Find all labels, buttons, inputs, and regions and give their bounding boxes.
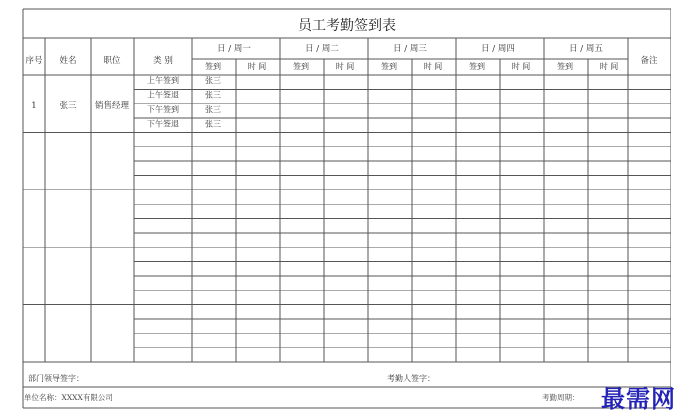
header-time-4: 时 间 — [511, 62, 531, 71]
header-sign-4: 签到 — [469, 62, 485, 71]
header-time-5: 时 间 — [599, 62, 619, 71]
record-name: 张三 — [59, 101, 77, 111]
attendance-sheet — [22, 8, 671, 413]
header-time-1: 时 间 — [247, 62, 267, 71]
record-category-1: 上午签到 — [147, 76, 179, 85]
leader-sign-label: 部门领导签字： — [28, 374, 84, 383]
record-category-3: 下午签到 — [147, 105, 179, 114]
record-position: 销售经理 — [94, 101, 130, 111]
header-day-2: 日 / 周二 — [305, 44, 339, 54]
sheet-title: 员工考勤签到表 — [298, 18, 396, 34]
record-signer-4: 张三 — [205, 119, 221, 129]
header-time-3: 时 间 — [423, 62, 443, 71]
record-category-4: 下午签退 — [147, 119, 179, 129]
record-signer-2: 张三 — [205, 90, 221, 100]
header-time-2: 时 间 — [335, 62, 355, 71]
header-position: 职位 — [103, 56, 121, 66]
period-label: 考勤周期： — [542, 393, 580, 402]
header-day-4: 日 / 周四 — [481, 44, 515, 54]
header-name: 姓名 — [59, 56, 77, 66]
header-seq: 序号 — [25, 56, 43, 66]
record-signer-3: 张三 — [205, 105, 221, 114]
record-category-2: 上午签退 — [147, 90, 179, 100]
header-sign-5: 签到 — [557, 62, 573, 71]
attendance-sheet-page — [22, 8, 671, 413]
header-sign-1: 签到 — [205, 62, 221, 71]
header-remarks: 备注 — [640, 56, 658, 66]
attendee-sign-label: 考勤人签字： — [387, 374, 435, 383]
header-day-1: 日 / 周一 — [217, 44, 251, 54]
record-seq: 1 — [31, 101, 37, 111]
header-sign-2: 签到 — [293, 62, 309, 71]
header-day-5: 日 / 周五 — [569, 44, 603, 54]
record-signer-1: 张三 — [205, 76, 221, 85]
header-category: 类 别 — [153, 56, 173, 66]
watermark-logo: 最需网 — [601, 385, 676, 413]
unit-name-label: 单位名称：XXXX有限公司 — [24, 393, 113, 402]
header-day-3: 日 / 周三 — [393, 44, 427, 54]
header-sign-3: 签到 — [381, 62, 397, 71]
